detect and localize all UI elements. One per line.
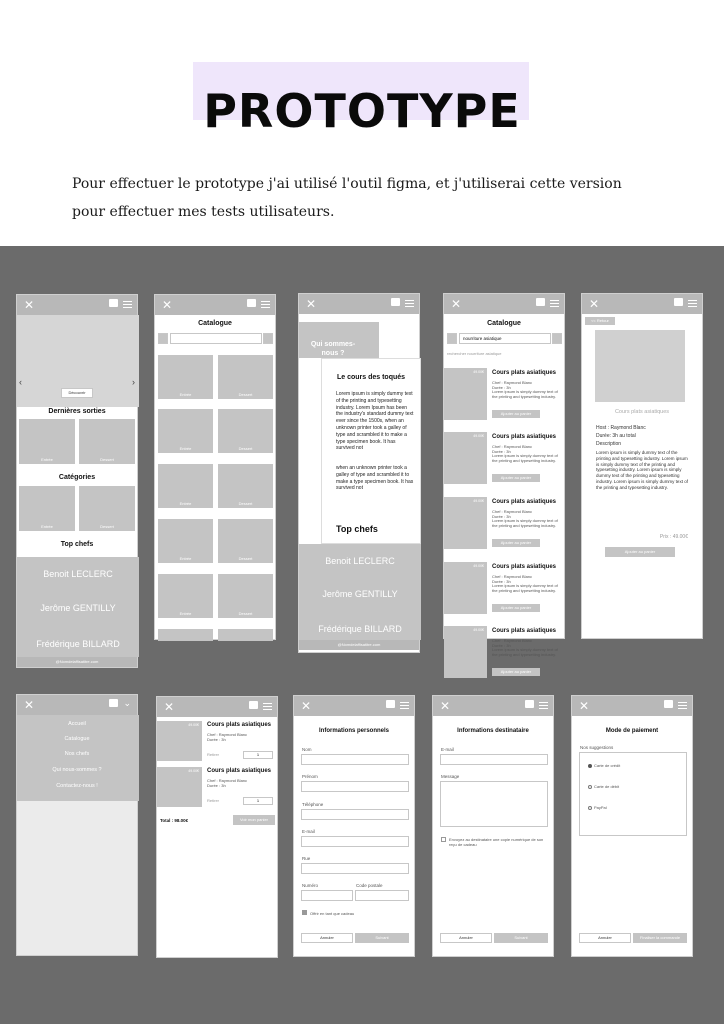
product-desc: Lorem ipsum is simply dummy text of the printing and typesetting industry. (492, 518, 558, 528)
catalogue-title: Catalogue (198, 320, 232, 327)
logo-icon[interactable]: ✕ (24, 698, 35, 712)
product-card[interactable] (444, 562, 566, 620)
nav-bar (582, 294, 702, 314)
product-desc: Lorem ipsum is simply dummy text of the printing and typesetting industry. (492, 647, 558, 657)
product-title: Cours plats asiatiques (492, 628, 557, 634)
suggestions-label: Nos suggestions (580, 745, 614, 750)
logo-icon[interactable]: ✕ (451, 297, 462, 311)
product-chef: Chef : Raymond Blanc (492, 380, 533, 385)
field-label: Rue (302, 856, 311, 861)
quantity-value: 1 (256, 798, 260, 803)
next-button[interactable]: Suivant (494, 933, 548, 943)
logo-icon[interactable]: ✕ (301, 699, 312, 713)
recipient-email-field[interactable] (440, 754, 548, 765)
menu-icon[interactable] (678, 702, 687, 709)
categories-heading: Catégories (58, 474, 96, 481)
cart-icon[interactable] (247, 299, 256, 307)
tile-label: Entrée (179, 446, 192, 451)
product-title: Cours plats asiatiques (492, 564, 557, 570)
tile-label: Dessert (238, 392, 253, 397)
nav-bar (17, 695, 137, 715)
street-field[interactable] (301, 863, 409, 874)
menu-icon[interactable] (688, 300, 697, 307)
logo-icon[interactable]: ✕ (589, 297, 600, 311)
detail-desc-label: Description (596, 441, 622, 447)
form-title: Informations personnels (318, 728, 389, 734)
form-title: Informations destinataire (457, 728, 529, 734)
chevron-down-icon[interactable]: ⌄ (123, 698, 131, 708)
product-title: Cours plats asiatiques (492, 370, 557, 376)
product-image (444, 432, 487, 484)
copy-label: Envoyez au destinataire une copie numérique de son reçu de cadeau (449, 837, 544, 847)
cancel-button[interactable]: Annuler (301, 933, 353, 943)
title-block (0, 60, 724, 150)
screen-cart (156, 696, 278, 958)
copy-checkbox[interactable] (441, 837, 446, 842)
tile-label: Entrée (41, 457, 53, 462)
tile-label: Entrée (179, 556, 192, 561)
field-label: Numéro (302, 883, 319, 888)
tile-partial (218, 629, 273, 641)
cart-icon[interactable] (249, 701, 258, 709)
search-hint: rechercher nourriture asiatique (447, 351, 502, 356)
gift-checkbox[interactable] (302, 910, 307, 915)
price-badge: 49.00€ (188, 723, 199, 727)
cart-icon[interactable] (109, 299, 118, 307)
price-badge: 49.00€ (473, 434, 484, 438)
cart-icon[interactable] (109, 699, 118, 707)
logo-icon[interactable]: ✕ (24, 298, 35, 312)
nav-bar (294, 696, 414, 716)
product-desc: Lorem ipsum is simply dummy text of the printing and typesetting industry. (492, 453, 558, 463)
page-title: PROTOTYPE (203, 84, 521, 138)
tile-entree[interactable] (19, 419, 75, 464)
filter-button[interactable] (447, 333, 457, 344)
screen-recipient-info (432, 695, 554, 957)
product-chef: Chef : Raymond Blanc (207, 732, 248, 737)
menu-icon[interactable] (123, 301, 132, 308)
chef-name[interactable]: Benoit LECLERC (325, 556, 395, 566)
chef-name[interactable]: Frédérique BILLARD (318, 624, 402, 634)
tile-dessert[interactable] (79, 486, 135, 531)
nav-bar (444, 294, 564, 314)
field-label: Nom (302, 747, 312, 752)
tile-label: Dessert (238, 556, 253, 561)
option-label: PayPal (594, 805, 607, 810)
field-label: E-mail (302, 829, 315, 834)
menu-icon[interactable] (263, 703, 272, 710)
product-card[interactable] (444, 626, 566, 684)
add-to-cart-button[interactable]: Ajouter au panier (492, 410, 540, 418)
detail-host: Host : Raymond Blanc (596, 425, 646, 431)
field-label: Prénom (302, 774, 318, 779)
field-label: E-mail (441, 747, 454, 752)
search-icon[interactable] (552, 333, 562, 344)
screen-menu (16, 694, 138, 956)
tile-entree[interactable] (158, 409, 213, 453)
product-duration: Durée : 3h (207, 783, 226, 788)
add-to-cart-button[interactable]: Ajouter au panier (492, 604, 540, 612)
screen-catalogue (154, 294, 276, 640)
screen-payment (571, 695, 693, 957)
tile-label: Dessert (238, 446, 253, 451)
nav-bar (17, 295, 137, 315)
product-duration: Durée : 3h (492, 385, 511, 390)
filter-button[interactable] (158, 333, 168, 344)
field-label: Téléphone (302, 802, 324, 807)
detail-description: Lorem ipsum is simply dummy text of the printing and typesetting industry. Lorem ipsum is simply dummy text of the printing and typesetting industry. Lorem ipsum is simply dummy text of the printing and typesetting industry. Lorem ipsum is simply dummy text of the printing and typesetting industry. (596, 450, 688, 490)
tile-dessert[interactable] (218, 355, 273, 399)
gift-label: Offrir en tant que cadeau (310, 911, 355, 916)
message-field[interactable] (440, 781, 548, 827)
product-image (157, 721, 202, 761)
product-duration: Durée : 3h (492, 449, 511, 454)
nav-bar (572, 696, 692, 716)
menu-item[interactable]: Qui nous-sommes ? (52, 767, 102, 773)
next-button[interactable]: Suivant (355, 933, 409, 943)
price-badge: 49.00€ (188, 769, 199, 773)
cancel-button[interactable]: Annuler (440, 933, 492, 943)
menu-item[interactable]: Accueil (68, 721, 86, 727)
quantity-stepper[interactable] (243, 797, 273, 805)
chefs-heading: Top chefs (336, 524, 378, 534)
product-duration: Durée : 3h (492, 643, 511, 648)
menu-icon[interactable] (405, 300, 414, 307)
tile-entree[interactable] (158, 574, 213, 618)
price-badge: 49.00€ (473, 499, 484, 503)
product-card[interactable] (444, 368, 566, 426)
search-input[interactable] (170, 333, 262, 344)
tile-label: Entrée (179, 501, 192, 506)
product-title: Cours plats asiatiques (492, 499, 557, 505)
add-to-cart-button[interactable]: Ajouter au panier (605, 547, 675, 557)
product-image (444, 626, 487, 678)
menu-icon[interactable] (261, 301, 270, 308)
logo-icon[interactable]: ✕ (162, 298, 173, 312)
about-side-title: Qui sommes-nous ? (310, 341, 356, 357)
product-image (444, 368, 487, 420)
menu-item[interactable]: Nos chefs (64, 751, 90, 757)
tile-dessert[interactable] (79, 419, 135, 464)
tile-label: Entrée (179, 611, 192, 616)
cart-total: Total : 98.00€ (160, 818, 189, 823)
back-button[interactable]: << Retour (585, 317, 615, 325)
product-title: Cours plats asiatiques (492, 434, 557, 440)
quantity-stepper[interactable] (243, 751, 273, 759)
first-name-field[interactable] (301, 781, 409, 792)
product-image (444, 562, 487, 614)
menu-icon[interactable] (550, 300, 559, 307)
screen-detail (581, 293, 703, 639)
intro-text: Pour effectuer le prototype j'ai utilisé l'outil figma, et j'utiliserai cette version pour effectuer mes tests utilisateurs. (72, 176, 622, 220)
confirm-order-button[interactable]: Finaliser la commande (633, 933, 687, 943)
product-chef: Chef : Raymond Blanc (492, 509, 533, 514)
about-card-title: Le cours des toqués (336, 374, 406, 381)
detail-title: Cours plats asiatiques (614, 409, 670, 415)
tile-label: Entrée (179, 392, 192, 397)
product-image (157, 767, 202, 807)
catalogue-title: Catalogue (487, 320, 521, 327)
price-badge: 49.00€ (473, 370, 484, 374)
tile-entree[interactable] (19, 486, 75, 531)
view-cart-button[interactable]: Voir mon panier (233, 815, 275, 825)
tile-entree[interactable] (158, 355, 213, 399)
tile-partial (158, 629, 213, 641)
option-label: Carte de crédit (594, 763, 621, 768)
option-label: Carte de débit (594, 784, 620, 789)
footer: @Nomdelaffisatitre.com (17, 657, 137, 667)
price-badge: 49.00€ (473, 564, 484, 568)
search-input[interactable] (459, 333, 551, 344)
tile-dessert[interactable] (218, 574, 273, 618)
screen-home (16, 294, 138, 668)
chefs-heading: Top chefs (60, 541, 94, 548)
price-badge: 49.00€ (473, 628, 484, 632)
tile-dessert[interactable] (218, 519, 273, 563)
about-paragraph: when an unknown printer took a galley of type and scrambled it to make a type specimen book. It has survived not (336, 465, 414, 492)
latest-heading: Dernières sorties (48, 408, 106, 415)
about-paragraph: Lorem ipsum is simply dummy text of the printing and typesetting industry. Lorem Ipsum has been the industry's standard dummy text ever since the 1500s, when an unknown printer took a galley of type and scrambled it to make a type specimen book. It has survived not (336, 391, 414, 452)
detail-image (595, 330, 685, 402)
field-label: Message (441, 774, 460, 779)
product-card[interactable] (444, 497, 566, 555)
field-label: Code postale (356, 883, 383, 888)
logo-icon[interactable]: ✕ (306, 297, 317, 311)
form-title: Mode de paiement (605, 728, 659, 734)
tile-label: Dessert (238, 501, 253, 506)
tile-dessert[interactable] (218, 409, 273, 453)
quantity-value: 1 (256, 752, 260, 757)
product-chef: Chef : Raymond Blanc (492, 638, 533, 643)
product-image (444, 497, 487, 549)
remove-link[interactable]: Retirer (207, 752, 220, 757)
chefs-list (299, 544, 421, 640)
screen-search (443, 293, 565, 674)
product-chef: Chef : Raymond Blanc (492, 444, 533, 449)
cart-item (157, 721, 279, 763)
search-icon[interactable] (263, 333, 273, 344)
chef-name[interactable]: Frédérique BILLARD (36, 639, 120, 649)
add-to-cart-button[interactable]: Ajouter au panier (492, 539, 540, 547)
menu-item[interactable]: Contactez-nous ! (56, 783, 98, 789)
search-query: nourriture asiatique (463, 336, 502, 341)
menu-item[interactable]: Catalogue (64, 736, 90, 742)
product-duration: Durée : 3h (492, 579, 511, 584)
product-title: Cours plats asiatiques (207, 722, 272, 728)
tile-entree[interactable] (158, 519, 213, 563)
number-field[interactable] (301, 890, 353, 901)
logo-icon[interactable]: ✕ (164, 700, 175, 714)
cart-icon[interactable] (525, 700, 534, 708)
chef-name[interactable]: Jerôme GENTILLY (322, 589, 398, 599)
tile-label: Entrée (41, 524, 53, 529)
menu-icon[interactable] (539, 702, 548, 709)
tile-label: Dessert (238, 611, 253, 616)
add-to-cart-button[interactable]: Ajouter au panier (492, 474, 540, 482)
nav-bar (299, 294, 419, 314)
logo-icon[interactable]: ✕ (579, 699, 590, 713)
logo-icon[interactable]: ✕ (440, 699, 451, 713)
product-title: Cours plats asiatiques (207, 768, 272, 774)
email-field[interactable] (301, 836, 409, 847)
cancel-button[interactable]: Annuler (579, 933, 631, 943)
tile-label: Dessert (100, 457, 114, 462)
screen-about (298, 293, 420, 653)
cart-icon[interactable] (674, 298, 683, 306)
chefs-list (17, 557, 139, 657)
nav-bar (155, 295, 275, 315)
discover-button[interactable]: Découvrir (61, 388, 93, 398)
carousel-next-icon[interactable]: › (132, 377, 135, 387)
tile-dessert[interactable] (218, 464, 273, 508)
carousel-prev-icon[interactable]: ‹ (19, 377, 22, 387)
phone-field[interactable] (301, 809, 409, 820)
cart-icon[interactable] (386, 700, 395, 708)
footer: @Nomdelaffisatitre.com (299, 640, 419, 650)
chef-name[interactable]: Benoit LECLERC (43, 569, 113, 579)
cart-icon[interactable] (391, 298, 400, 306)
radio-credit[interactable] (588, 764, 592, 768)
tile-entree[interactable] (158, 464, 213, 508)
product-duration: Durée : 3h (207, 737, 226, 742)
nav-bar (157, 697, 277, 717)
tile-label: Dessert (100, 524, 114, 529)
product-desc: Lorem ipsum is simply dummy text of the printing and typesetting industry. (492, 583, 558, 593)
about-card (321, 358, 421, 544)
screen-personal-info (293, 695, 415, 957)
postal-code-field[interactable] (355, 890, 409, 901)
product-desc: Lorem ipsum is simply dummy text of the printing and typesetting industry. (492, 389, 558, 399)
radio-paypal[interactable] (588, 806, 592, 810)
chef-name[interactable]: Jerôme GENTILLY (40, 603, 116, 613)
cart-icon[interactable] (536, 298, 545, 306)
product-chef: Chef : Raymond Blanc (492, 574, 533, 579)
product-card[interactable] (444, 432, 566, 490)
radio-debit[interactable] (588, 785, 592, 789)
cart-icon[interactable] (664, 700, 673, 708)
cart-item (157, 767, 279, 809)
remove-link[interactable]: Retirer (207, 798, 220, 803)
detail-price: Prix : 49.00€ (659, 534, 688, 540)
menu-icon[interactable] (400, 702, 409, 709)
product-chef: Chef : Raymond Blanc (207, 778, 248, 783)
last-name-field[interactable] (301, 754, 409, 765)
add-to-cart-button[interactable]: Ajouter au panier (492, 668, 540, 676)
nav-bar (433, 696, 553, 716)
product-duration: Durée : 3h (492, 514, 511, 519)
detail-duration: Durée: 3h au total (596, 433, 636, 439)
